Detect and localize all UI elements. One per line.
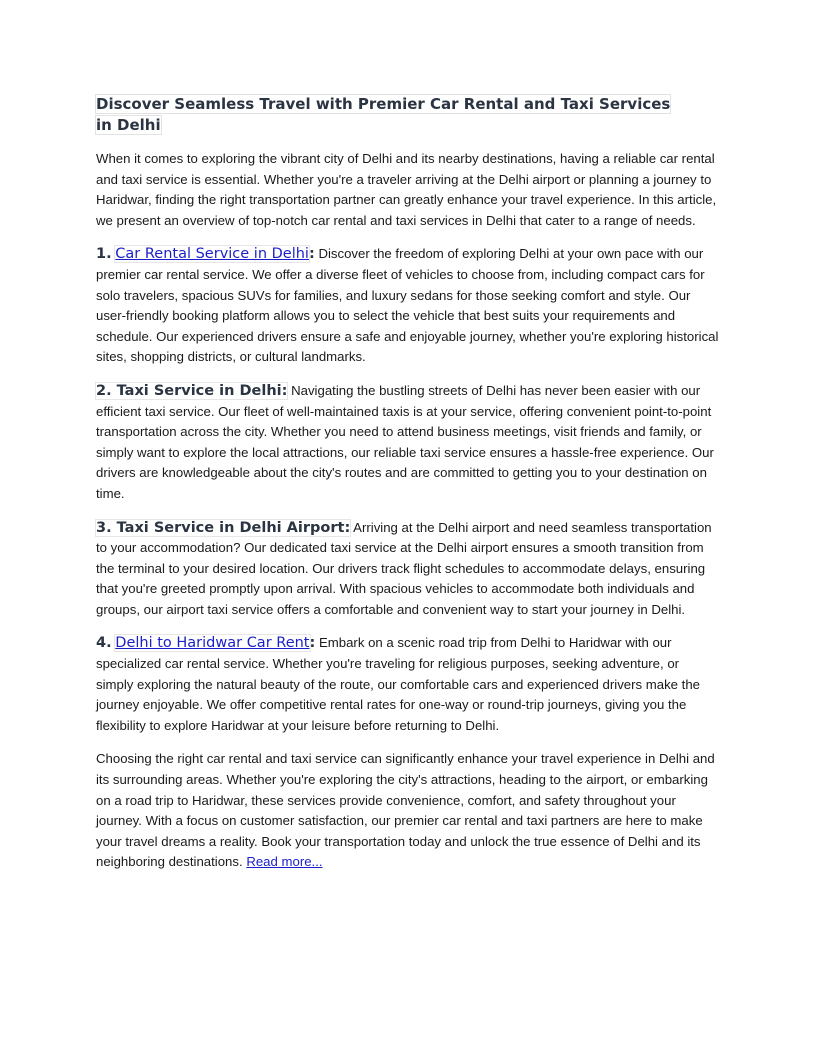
section-colon: :: [309, 635, 316, 652]
section-body: Navigating the bustling streets of Delhi has never been easier with our efficient taxi service. Our fleet of well-maintained taxis is at your service, offering convenient point-to-point transportation across the city. Whether you need to attend business meetings, visit friends and family, or simply want to explore the local attractions, our reliable taxi service ensures a hassle-free experience. Our drivers are knowledgeable about the city's routes and are committed to getting you to your destination on time.: [96, 382, 714, 501]
section-number: 4.: [96, 635, 112, 652]
section-taxi-service: [96, 381, 720, 505]
conclusion-paragraph: [96, 749, 720, 873]
section-heading: 2. Taxi Service in Delhi:: [96, 382, 288, 399]
intro-paragraph: When it comes to exploring the vibrant city of Delhi and its nearby destinations, having a reliable car rental and taxi service is essential. Whether you're a traveler arriving at the Delhi airport or planning a journey to Haridwar, finding the right transportation partner can greatly enhance your travel experience. In this article, we present an overview of top-notch car rental and taxi services in Delhi that cater to a range of needs.: [96, 151, 717, 228]
car-rental-service-link[interactable]: Car Rental Service in Delhi: [115, 246, 309, 263]
section-heading: 3. Taxi Service in Delhi Airport:: [96, 519, 351, 536]
article-title: Discover Seamless Travel with Premier Car Rental and Taxi Services in Delhi: [96, 95, 671, 134]
section-airport-taxi: [96, 518, 720, 621]
section-haridwar: [96, 633, 720, 736]
section-body: Discover the freedom of exploring Delhi at your own pace with our premier car rental service. We offer a diverse fleet of vehicles to choose from, including compact cars for solo travelers, spacious SUVs for families, and luxury sedans for those seeking comfort and style. Our user-friendly booking platform allows you to select the vehicle that best suits your requirements and schedule. Our experienced drivers ensure a safe and enjoyable journey, whether you're exploring historical sites, shopping districts, or cultural landmarks.: [96, 246, 719, 365]
section-body: Arriving at the Delhi airport and need seamless transportation to your accommodation? Our dedicated taxi service at the Delhi airport ensures a smooth transition from the terminal to your desired location. Our drivers track flight schedules to accommodate delays, ensuring that you're greeted promptly upon arrival. With spacious vehicles to accommodate both individuals and groups, our airport taxi service offers a comfortable and convenient way to start your journey in Delhi.: [96, 519, 712, 617]
conclusion-text: Choosing the right car rental and taxi service can significantly enhance your travel experience in Delhi and its surrounding areas. Whether you're exploring the city's attractions, heading to the airport, or embarking on a road trip to Haridwar, these services provide convenience, comfort, and safety throughout your journey. With a focus on customer satisfaction, our premier car rental and taxi partners are here to make your travel dreams a reality. Book your transportation today and unlock the true essence of Delhi and its neighboring destinations.: [96, 751, 715, 870]
section-number: 1.: [96, 246, 112, 263]
document-page: [96, 94, 720, 886]
delhi-to-haridwar-link[interactable]: Delhi to Haridwar Car Rent: [115, 635, 310, 652]
section-body: Embark on a scenic road trip from Delhi to Haridwar with our specialized car rental service. Whether you're traveling for religious purposes, seeking adventure, or simply exploring the natural beauty of the route, our comfortable cars and experienced drivers make the journey enjoyable. We offer competitive rental rates for one-way or round-trip journeys, giving you the flexibility to explore Haridwar at your leisure before returning to Delhi.: [96, 635, 701, 733]
section-colon: :: [308, 246, 315, 263]
section-car-rental: [96, 244, 720, 368]
read-more-link[interactable]: Read more...: [246, 854, 323, 870]
